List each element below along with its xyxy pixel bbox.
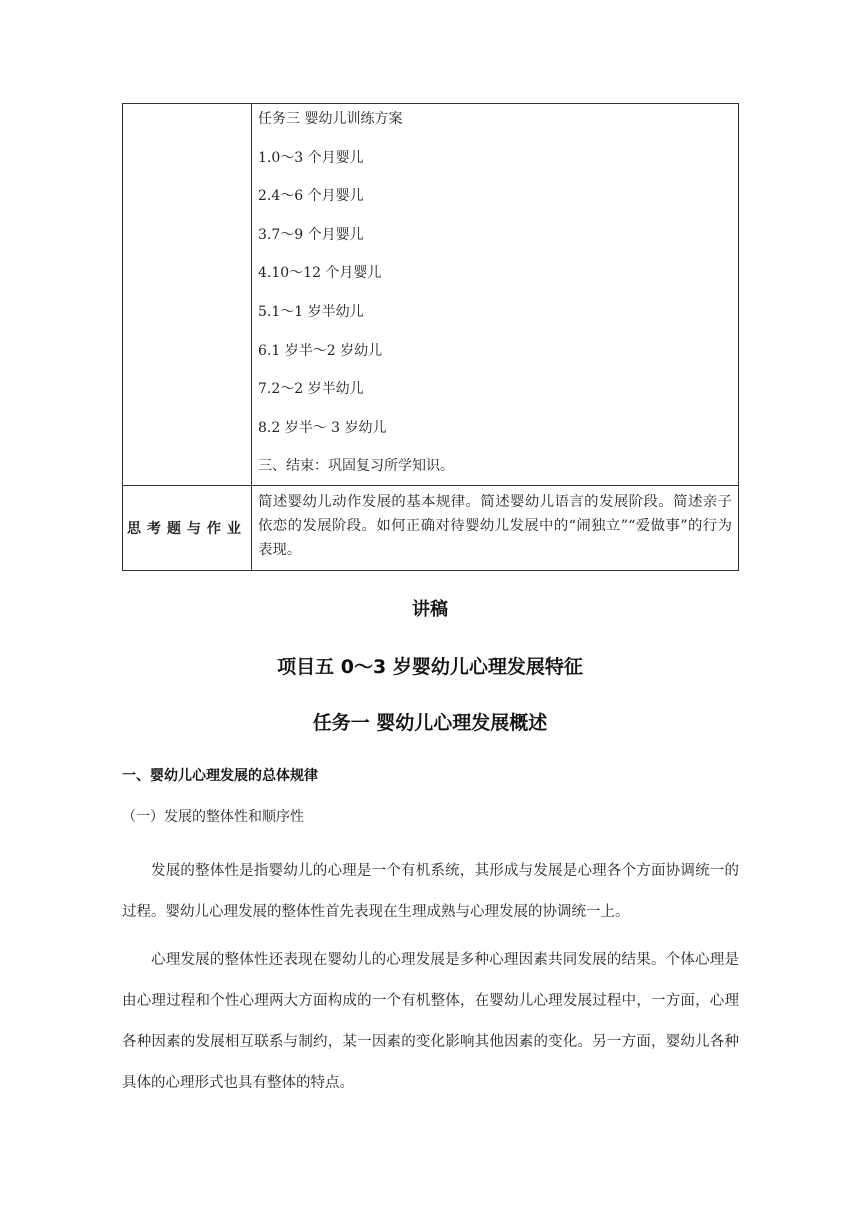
section-title: 一、婴幼儿心理发展的总体规律 [122, 768, 318, 784]
task-content-cell [252, 104, 739, 486]
task-heading: 任务三 婴幼儿训练方案 [258, 111, 403, 127]
table-row [123, 104, 739, 486]
project-title: 项目五 0～3 岁婴幼儿心理发展特征 [277, 656, 583, 678]
list-item: 1.0～3 个月婴儿 [258, 149, 364, 166]
list-item: 6.1 岁半～2 岁幼儿 [258, 342, 383, 359]
paragraph: 心理发展的整体性还表现在婴幼儿的心理发展是多种心理因素共同发展的结果。个体心理是由心理过程和个性心理两大方面构成的一个有机整体，在婴幼儿心理发展过程中，一方面，心理各种因素的发展相互联系与制约，某一因素的变化影响其他因素的变化。另一方面，婴幼儿各种具体的心理形式也具有整体的特点。 [122, 952, 739, 1091]
list-item: 3.7～9 个月婴儿 [258, 226, 364, 243]
lesson-plan-table [122, 103, 739, 571]
lecture-title: 讲稿 [412, 599, 448, 620]
paragraph: 发展的整体性是指婴幼儿的心理是一个有机系统，其形成与发展是心理各个方面协调统一的过程。婴幼儿心理发展的整体性首先表现在生理成熟与心理发展的协调统一上。 [122, 863, 739, 920]
list-item: 8.2 岁半～ 3 岁幼儿 [258, 419, 387, 436]
closing-line: 三、结束：巩固复习所学知识。 [258, 458, 454, 475]
list-item: 5.1～1 岁半幼儿 [258, 303, 364, 320]
subsection-title: （一）发展的整体性和顺序性 [122, 809, 304, 825]
list-item: 2.4～6 个月婴儿 [258, 188, 364, 205]
task-title: 任务一 婴幼儿心理发展概述 [312, 712, 548, 734]
list-item: 4.10～12 个月婴儿 [258, 265, 382, 282]
homework-text: 简述婴幼儿动作发展的基本规律。简述婴幼儿语言的发展阶段。简述亲子依恋的发展阶段。如何正确对待婴幼儿发展中的“闹独立”“爱做事”的行为表现。 [252, 486, 739, 571]
list-item: 7.2～2 岁半幼儿 [258, 381, 364, 398]
empty-label-cell [123, 104, 252, 486]
table-row [123, 486, 739, 571]
homework-label: 思考题与作业 [123, 486, 252, 571]
